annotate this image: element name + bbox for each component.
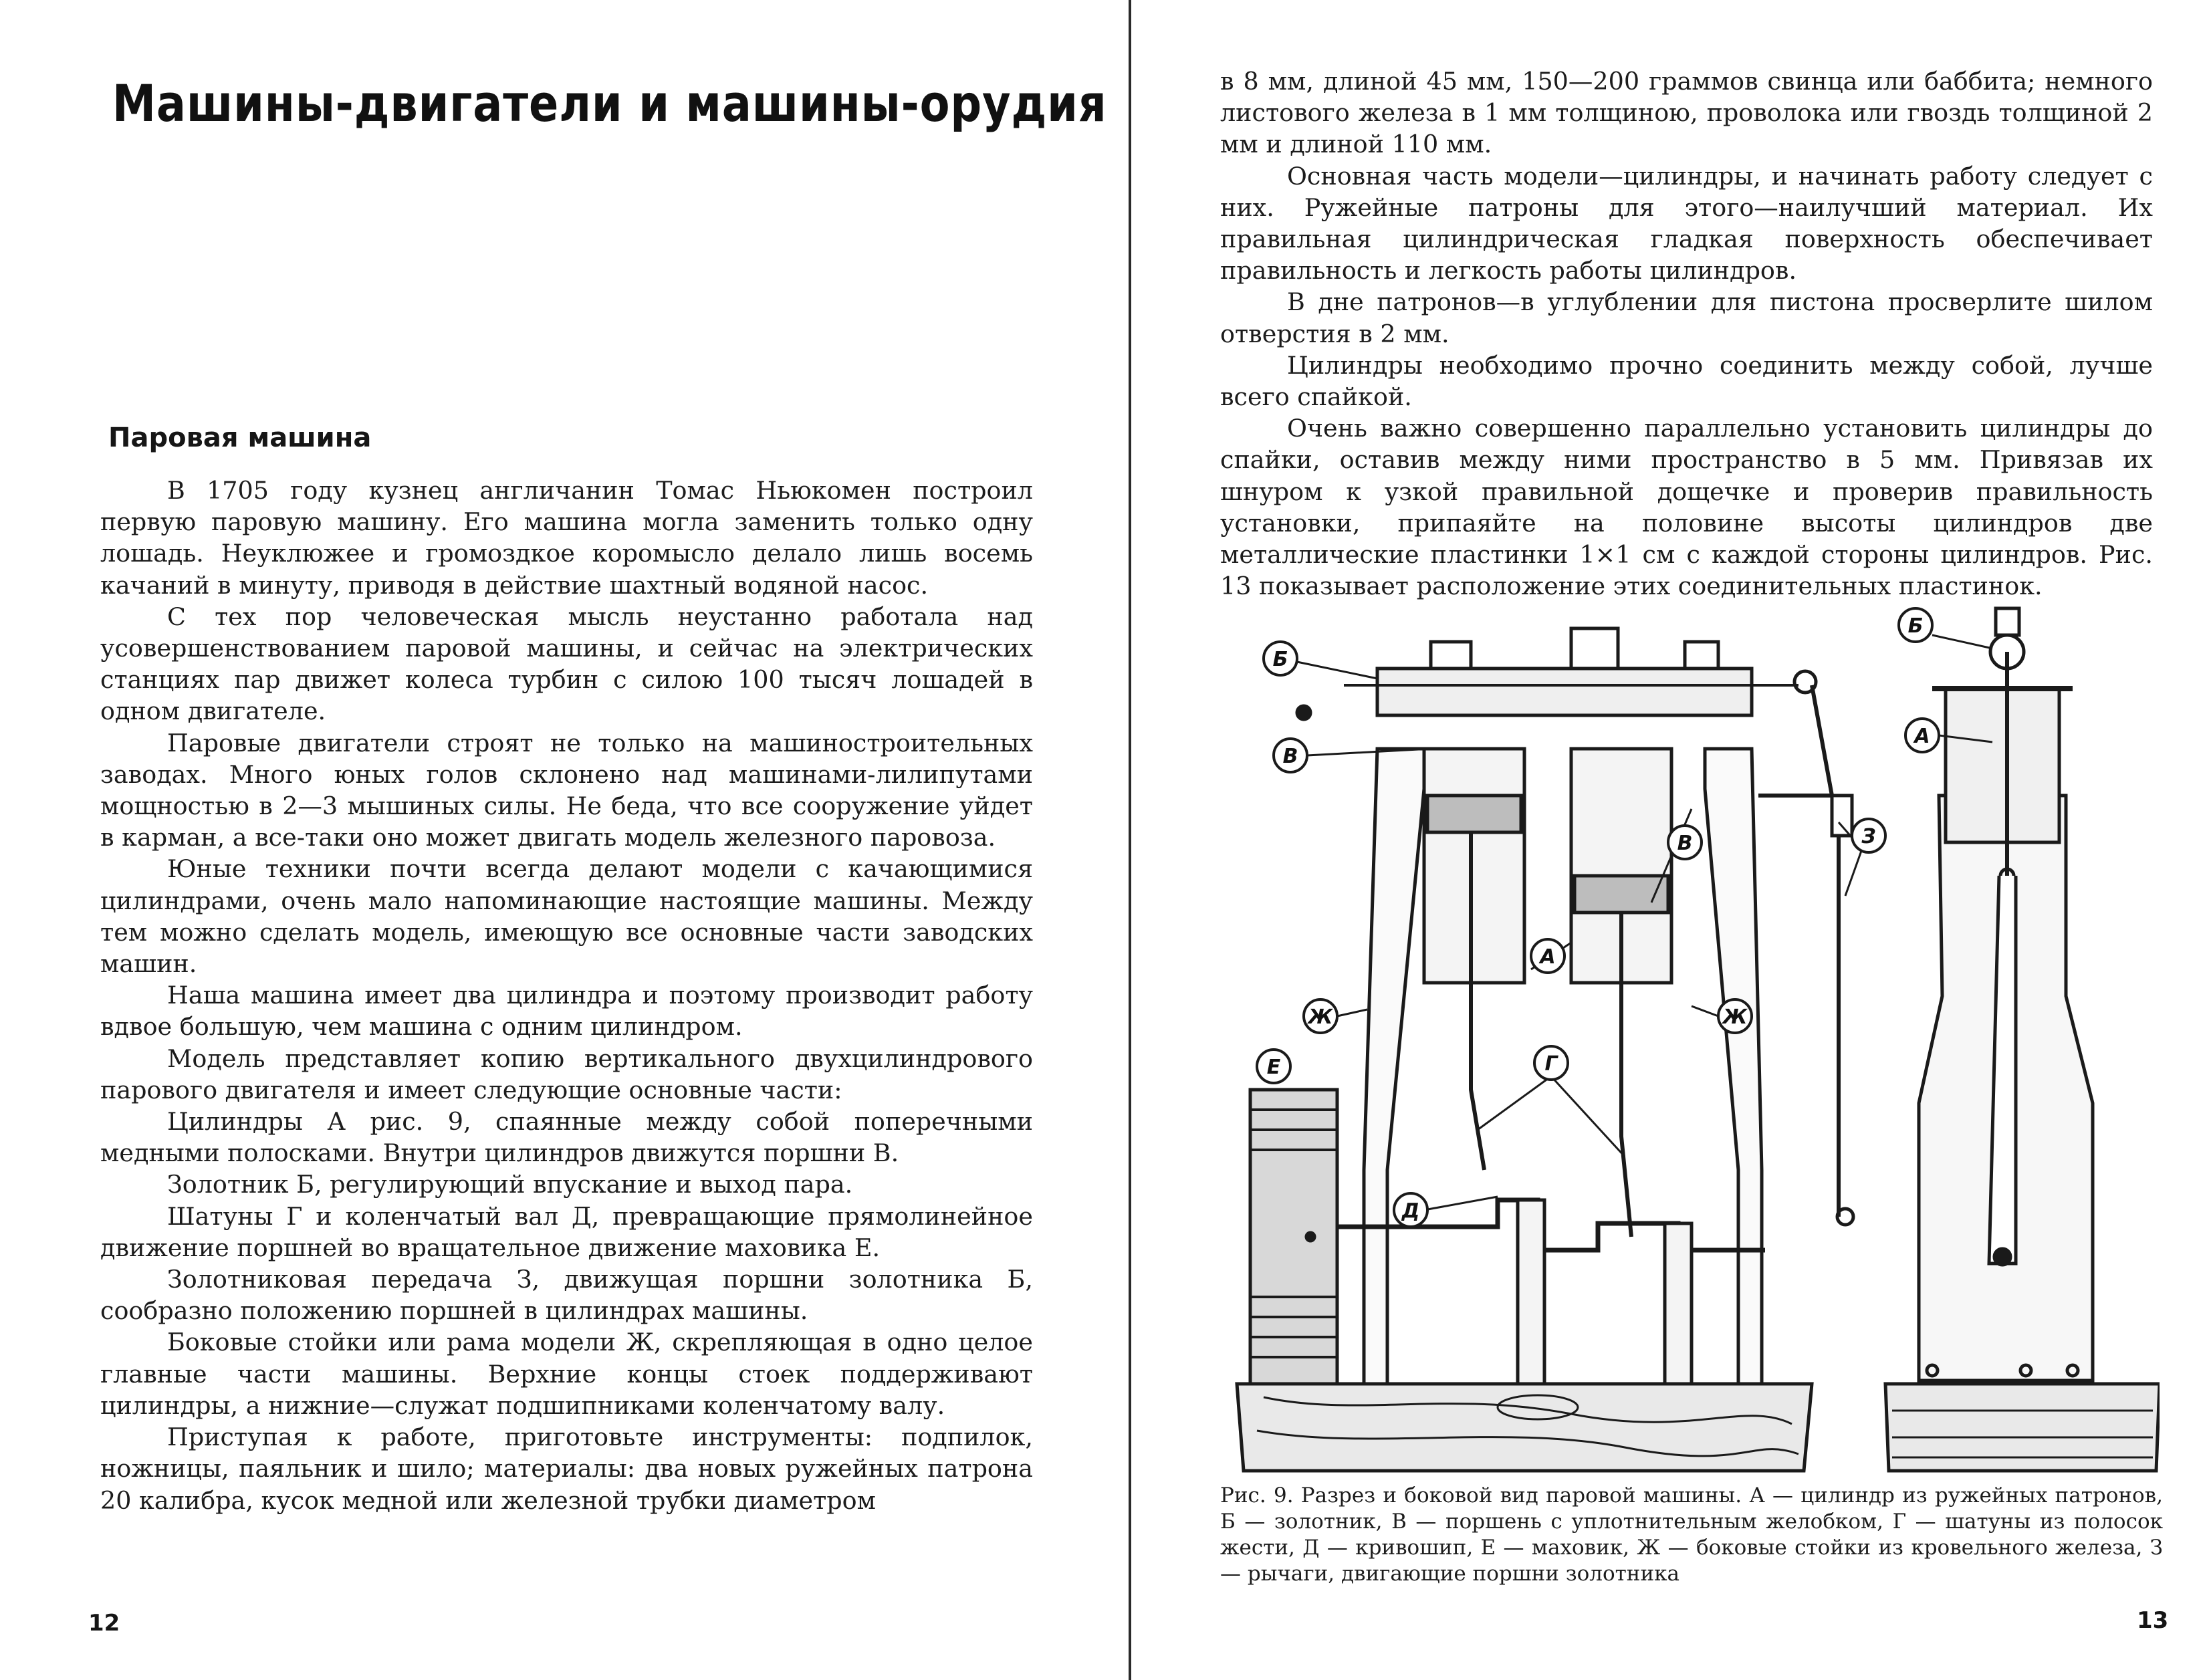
paragraph: Золотник Б, регулирующий впускание и выход пара. — [167, 1170, 853, 1199]
paragraph: В 1705 году кузнец англичанин Томас Ньюкомен построил первую паровую машину. Его машина могла заменить только одну лошадь. Неуклюжее и громоздкое коромысло делало лишь восемь качаний в минуту, приводя в действие шахтный водяной насос. — [100, 476, 1033, 600]
right-body-text — [1220, 66, 2153, 602]
paragraph: Золотниковая передача З, движущая поршни золотника Б, сообразно положению поршней в цилиндрах машины. — [100, 1265, 1033, 1326]
svg-text:З: З — [1861, 825, 1876, 848]
flywheel — [1250, 1090, 1337, 1384]
paragraph: Цилиндры необходимо прочно соединить между собой, лучше всего спайкой. — [1220, 350, 2153, 412]
svg-text:Б: Б — [1907, 614, 1924, 638]
paragraph: Шатуны Г и коленчатый вал Д, превращающие прямолинейное движение поршней во вращательное движение маховика Е. — [100, 1201, 1033, 1262]
paragraph: Основная часть модели—цилиндры, и начинать работу следует с них. Ружейные патроны для этого—наилучший материал. Их правильная цилиндрическая гладкая поверхность обеспечивает правильность и легкость работы цилиндров. — [1220, 161, 2153, 285]
svg-text:Ж: Ж — [1308, 1005, 1333, 1029]
paragraph: Модель представляет копию вертикального двухцилиндрового парового двигателя и имеет следующие основные части: — [100, 1044, 1033, 1104]
section-title: Паровая машина — [108, 423, 372, 453]
valve-gear-levers — [1758, 685, 1839, 1217]
svg-text:Д: Д — [1401, 1199, 1420, 1223]
steam-engine-figure — [1224, 595, 2160, 1484]
frame-left — [1364, 749, 1424, 1384]
figure-caption — [1220, 1483, 2163, 1587]
frame-right — [1705, 749, 1762, 1384]
svg-text:Б: Б — [1272, 648, 1288, 671]
chapter-title: Машины-двигатели и машины-орудия — [112, 74, 1107, 133]
cylinder-left — [1424, 749, 1524, 983]
piston-left — [1427, 796, 1521, 832]
valve-chest — [1377, 669, 1752, 715]
paragraph: Паровые двигатели строят не только на машиностроительных заводах. Много юных голов склонено над машинами-лилипутами мощностью в 2—3 мышиных силы. Не беда, что все сооружение уйдет в карман, а все-таки оно может двигать модель железного паровоза. — [100, 728, 1033, 852]
side-cylinder — [1946, 689, 2059, 842]
figure-caption-text: Рис. 9. Разрез и боковой вид паровой машины. А — цилиндр из ружейных патронов, Б — золотник, В — поршень с уплотнительным желобком, Г — шатуны из полосок жести, Д — кривошип, Е — маховик, Ж — боковые стойки из кровельного железа, З — рычаги, двигающие поршни золотника — [1220, 1483, 2163, 1586]
page-number: 12 — [88, 1610, 120, 1637]
wooden-base-front — [1237, 1384, 1812, 1471]
page-gutter — [1129, 0, 1131, 1680]
paragraph: Очень важно совершенно параллельно установить цилиндры до спайки, оставив между ними пространство в 5 мм. Привязав их шнуром к узкой правильной дощечке и проверив правильность установки, припаяйте на половине высоты цилиндров две металлические пластинки 1×1 см с каждой стороны цилиндров. Рис. 13 показывает расположение этих соединительных пластинок. — [1220, 414, 2153, 601]
left-body-text — [100, 475, 1033, 1516]
paragraph: Наша машина имеет два цилиндра и поэтому производит работу вдвое большую, чем машина с одним цилиндром. — [100, 981, 1033, 1042]
paragraph: Юные техники почти всегда делают модели с качающимися цилиндрами, очень мало напоминающие настоящие машины. Между тем можно сделать модель, имеющую все основные части заводских машин. — [100, 854, 1033, 979]
svg-text:В: В — [1677, 832, 1693, 855]
paragraph: Цилиндры А рис. 9, спаянные между собой поперечными медными полосками. Внутри цилиндров движутся поршни В. — [100, 1107, 1033, 1168]
page-number: 13 — [2137, 1607, 2169, 1634]
paragraph: В дне патронов—в углублении для пистона просверлите шилом отверстия в 2 мм. — [1220, 287, 2153, 348]
paragraph: Приступая к работе, приготовьте инструменты: подпилок, ножницы, паяльник и шило; материалы: два новых ружейных патрона 20 калибра, кусок медной или железной трубки диаметром — [100, 1423, 1033, 1515]
paragraph: в 8 мм, длиной 45 мм, 150—200 граммов свинца или баббита; немного листового железа в 1 мм толщиною, проволока или гвоздь толщиной 2 мм и длиной 110 мм. — [1220, 67, 2153, 159]
svg-text:А: А — [1540, 945, 1556, 969]
svg-text:А: А — [1914, 725, 1930, 748]
svg-text:Ж: Ж — [1722, 1005, 1748, 1029]
paragraph: С тех пор человеческая мысль неустанно работала над усовершенствованием паровой машины, и сейчас на электрических станциях пар движет колеса турбин с силою 100 тысяч лошадей в одном двигателе. — [100, 602, 1033, 726]
svg-text:Е: Е — [1266, 1056, 1281, 1079]
svg-text:В: В — [1282, 745, 1298, 768]
paragraph: Боковые стойки или рама модели Ж, скрепляющая в одно целое главные части машины. Верхние концы стоек поддерживают цилиндры, а нижние—служат подшипниками коленчатому валу. — [100, 1328, 1033, 1420]
svg-text:Г: Г — [1544, 1052, 1558, 1076]
